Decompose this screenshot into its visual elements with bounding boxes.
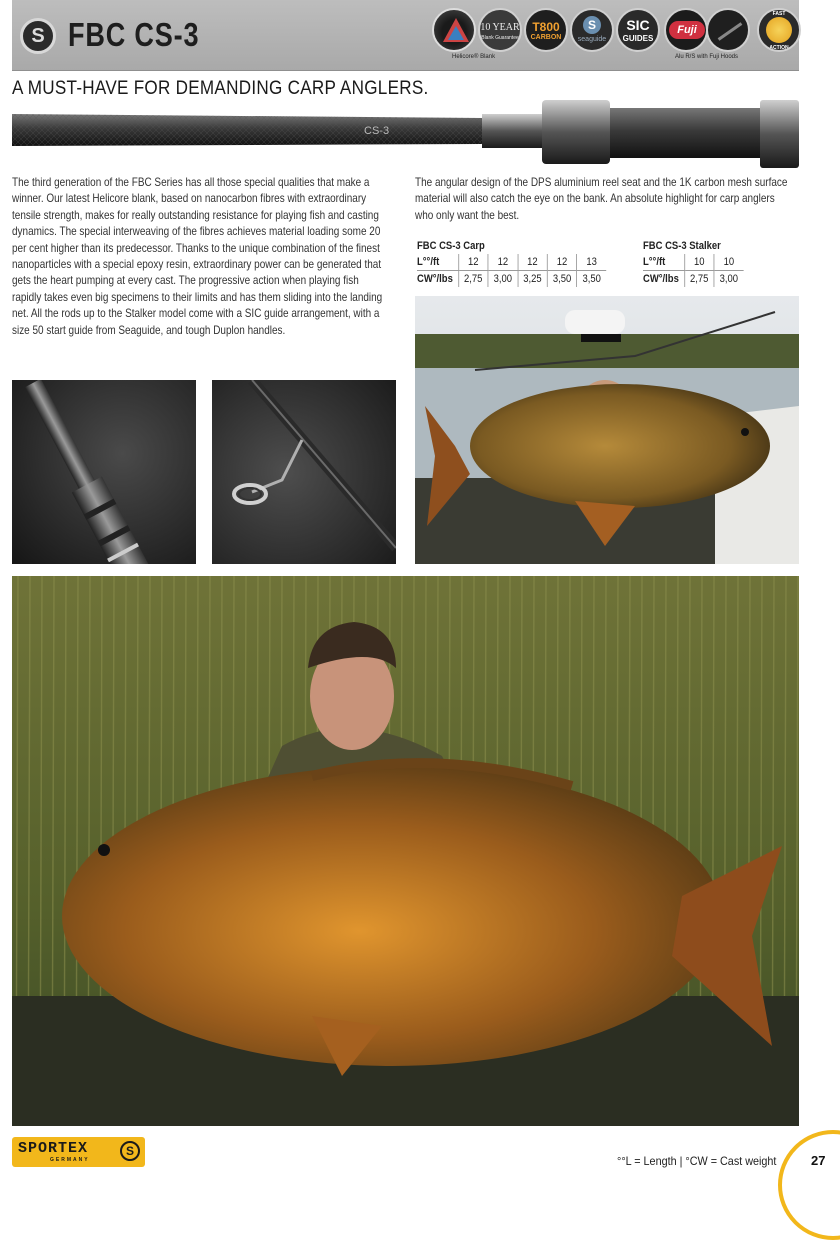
brand-country: GERMANY <box>50 1157 90 1163</box>
page-number: 27 <box>811 1153 826 1168</box>
spec-table-stalker <box>643 240 743 287</box>
description-right: The angular design of the DPS aluminium reel seat and the 1K carbon mesh surface material will also catch the eye on the bank. An absolute highlight for carp anglers who only want the best. <box>415 176 788 222</box>
rod-banner-image <box>12 100 799 168</box>
carp-length: 12 <box>488 254 518 271</box>
seaguide-label: seaguide <box>577 36 607 43</box>
stalker-cast-weight: 3,00 <box>714 271 743 288</box>
action-speed: FAST <box>772 11 786 17</box>
rod-label: CS-3 <box>364 125 390 137</box>
spec-stalker-title: FBC CS-3 Stalker <box>643 240 721 252</box>
carp-length: 12 <box>518 254 548 271</box>
sportex-s-icon: S <box>120 1141 140 1161</box>
carp-cast-weight: 2,75 <box>458 271 488 288</box>
sportex-germany-logo <box>12 1137 145 1167</box>
reel-seat-badge-icon <box>706 8 750 52</box>
reel-seat-detail-photo <box>12 380 196 564</box>
page-header <box>12 0 799 71</box>
action-label: ACTION <box>769 45 789 51</box>
description-left: The third generation of the FBC Series has all those special qualities that make a winner. Our latest Helicore blank, based on nanocarbon fibres with extraordinary tensile strength, makes for really outstanding resistance for playing fish and casting dynamics. The special interweaving of the fibres achieves material loading some 20 per cent higher than its predecessor. Thanks to the unique combination of the finest nanoparticles with a special epoxy resin, extraordinary power can be generated that gets the heart pumping at every cast. The progressive action when playing fish rapidly takes even big specimens to their limits and has them sliding into the landing net. All the rods up to the Stalker model come with a SIC guide arrangement, with a size 50 start guide from Seaguide, and tough Duplon handles. <box>12 176 383 337</box>
warranty-text: Blank Guarantee <box>481 35 519 41</box>
stalker-length: 10 <box>684 254 714 271</box>
sportex-logo-icon: S <box>20 18 56 54</box>
length-label: L°°/ft <box>643 254 684 271</box>
footnote: °°L = Length | °CW = Cast weight <box>617 1154 777 1168</box>
warranty-badge <box>478 8 522 52</box>
angler-reeds-mirror-carp-photo <box>12 576 799 1126</box>
sic-label: SIC <box>626 17 650 33</box>
spec-table-carp <box>417 240 606 287</box>
carp-cast-weight: 3,25 <box>518 271 548 288</box>
page-number-arc-icon <box>778 1130 840 1240</box>
carp-cast-weight: 3,50 <box>577 271 606 288</box>
brand-name: SPORTEX <box>18 1140 89 1157</box>
stalker-cast-weight: 2,75 <box>684 271 714 288</box>
angler-boat-carp-photo <box>415 296 799 564</box>
carp-length: 13 <box>577 254 606 271</box>
guides-label: GUIDES <box>622 34 654 43</box>
stalker-length: 10 <box>714 254 743 271</box>
helicore-caption: Helicore® Blank <box>452 54 496 60</box>
product-title: FBC CS-3 <box>68 16 200 53</box>
guide-detail-photo <box>212 380 396 564</box>
fast-action-badge <box>757 8 801 52</box>
seaguide-logo-icon: S <box>583 16 601 34</box>
cast-weight-label: CW°/lbs <box>643 273 679 285</box>
spec-carp-title: FBC CS-3 Carp <box>417 240 485 252</box>
action-curve-icon <box>766 17 792 43</box>
carbon-grade: T800 <box>532 20 560 34</box>
carp-cast-weight: 3,50 <box>547 271 577 288</box>
tagline: A MUST-HAVE FOR DEMANDING CARP ANGLERS. <box>12 78 429 99</box>
carp-length: 12 <box>547 254 577 271</box>
length-label: L°°/ft <box>417 254 458 271</box>
reel-seat-caption: Alu R/S with Fuji Hoods <box>675 54 739 60</box>
carp-cast-weight: 3,00 <box>488 271 518 288</box>
warranty-years: 10 YEAR <box>480 22 520 33</box>
seaguide-badge <box>570 8 614 52</box>
fuji-badge <box>664 8 708 52</box>
sic-guides-badge <box>616 8 660 52</box>
carbon-badge <box>524 8 568 52</box>
carp-length: 12 <box>458 254 488 271</box>
helicore-badge-icon <box>432 8 476 52</box>
cast-weight-label: CW°/lbs <box>417 273 453 285</box>
fuji-logo-icon: Fuji <box>669 21 705 39</box>
carbon-label: CARBON <box>530 34 562 41</box>
